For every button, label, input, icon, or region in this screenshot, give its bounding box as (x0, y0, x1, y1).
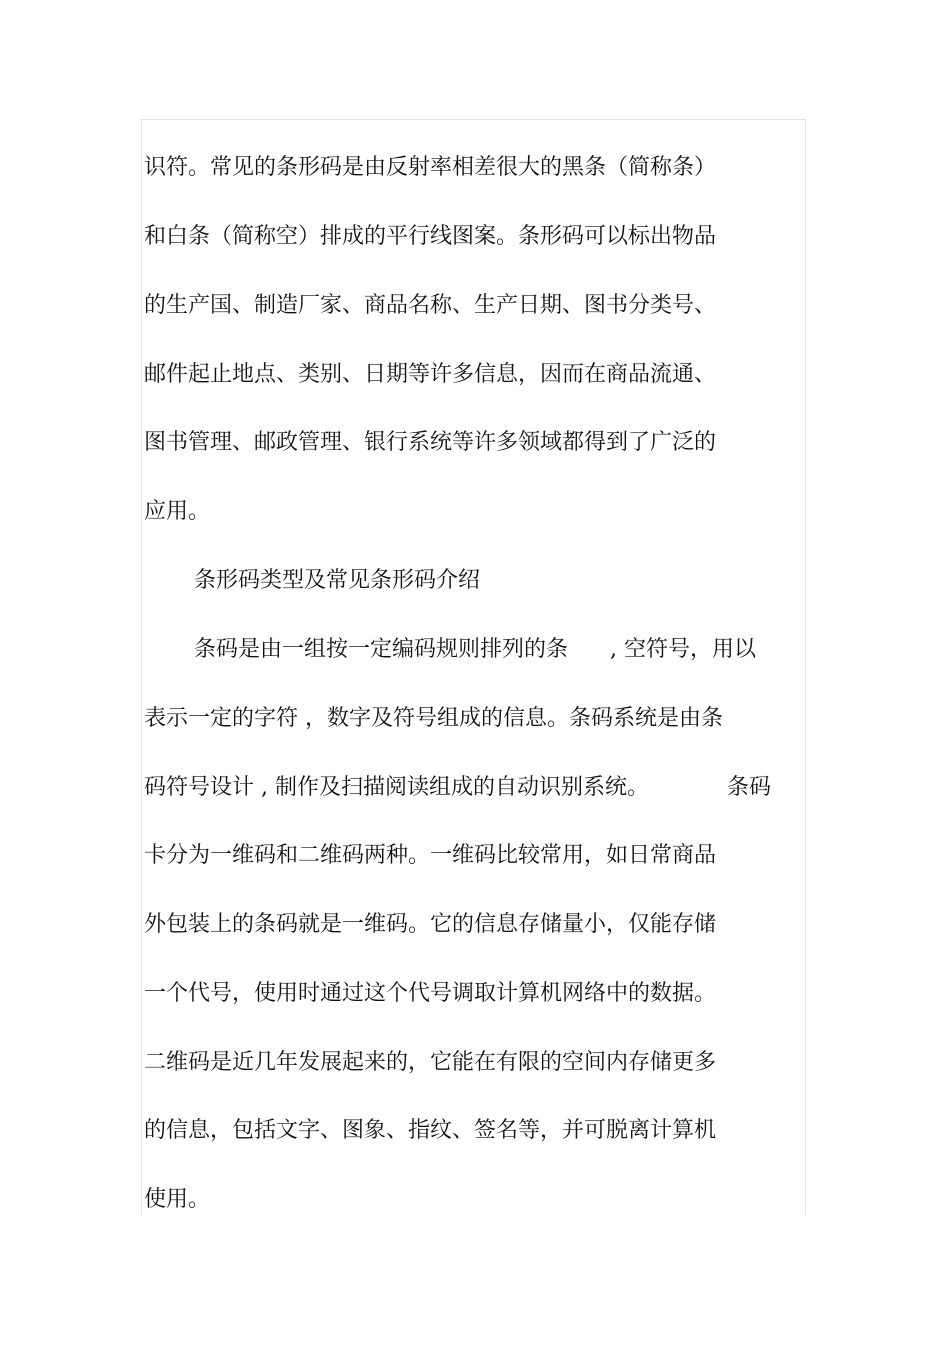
paragraph2-line-5: 外包装上的条码就是一维码。它的信息存储量小，仅能存储 (144, 912, 717, 937)
paragraph2-line-3-part-2: 条码 (726, 775, 771, 800)
paragraph2-line-1 (194, 635, 756, 665)
section-heading: 条形码类型及常见条形码介绍 (194, 568, 481, 593)
paragraph2-line-1-part-2: , 空符号，用以 (610, 637, 757, 662)
paragraph2-line-6: 一个代号，使用时通过这个代号调取计算机网络中的数据。 (144, 981, 717, 1006)
paragraph2-line-3 (144, 773, 771, 803)
paragraph2-line-1-part-1: 条码是由一组按一定编码规则排列的条 (194, 637, 569, 662)
paragraph2-line-4: 卡分为一维码和二维码两种。一维码比较常用，如日常商品 (144, 843, 717, 868)
paragraph2-line-8: 的信息，包括文字、图象、指纹、签名等，并可脱离计算机 (144, 1118, 717, 1143)
paragraph1-line-6: 应用。 (144, 499, 211, 524)
paragraph2-line-3-part-1: 码符号设计 , 制作及扫描阅读组成的自动识别系统。 (144, 775, 649, 800)
paragraph2-line-2: 表示一定的字符 ，数字及符号组成的信息。条码系统是由条 (144, 706, 723, 731)
paragraph1-line-3: 的生产国、制造厂家、商品名称、生产日期、图书分类号、 (144, 293, 717, 318)
paragraph1-line-4: 邮件起止地点、类别、日期等许多信息，因而在商品流通、 (144, 362, 717, 387)
paragraph1-line-1: 识符。常见的条形码是由反射率相差很大的黑条（简称条） (144, 155, 717, 180)
paragraph1-line-2: 和白条（简称空）排成的平行线图案。条形码可以标出物品 (144, 224, 717, 249)
paragraph1-line-5: 图书管理、邮政管理、银行系统等许多领域都得到了广泛的 (144, 430, 717, 455)
paragraph2-line-7: 二维码是近几年发展起来的，它能在有限的空间内存储更多 (144, 1050, 717, 1075)
paragraph2-line-9: 使用。 (144, 1187, 211, 1212)
